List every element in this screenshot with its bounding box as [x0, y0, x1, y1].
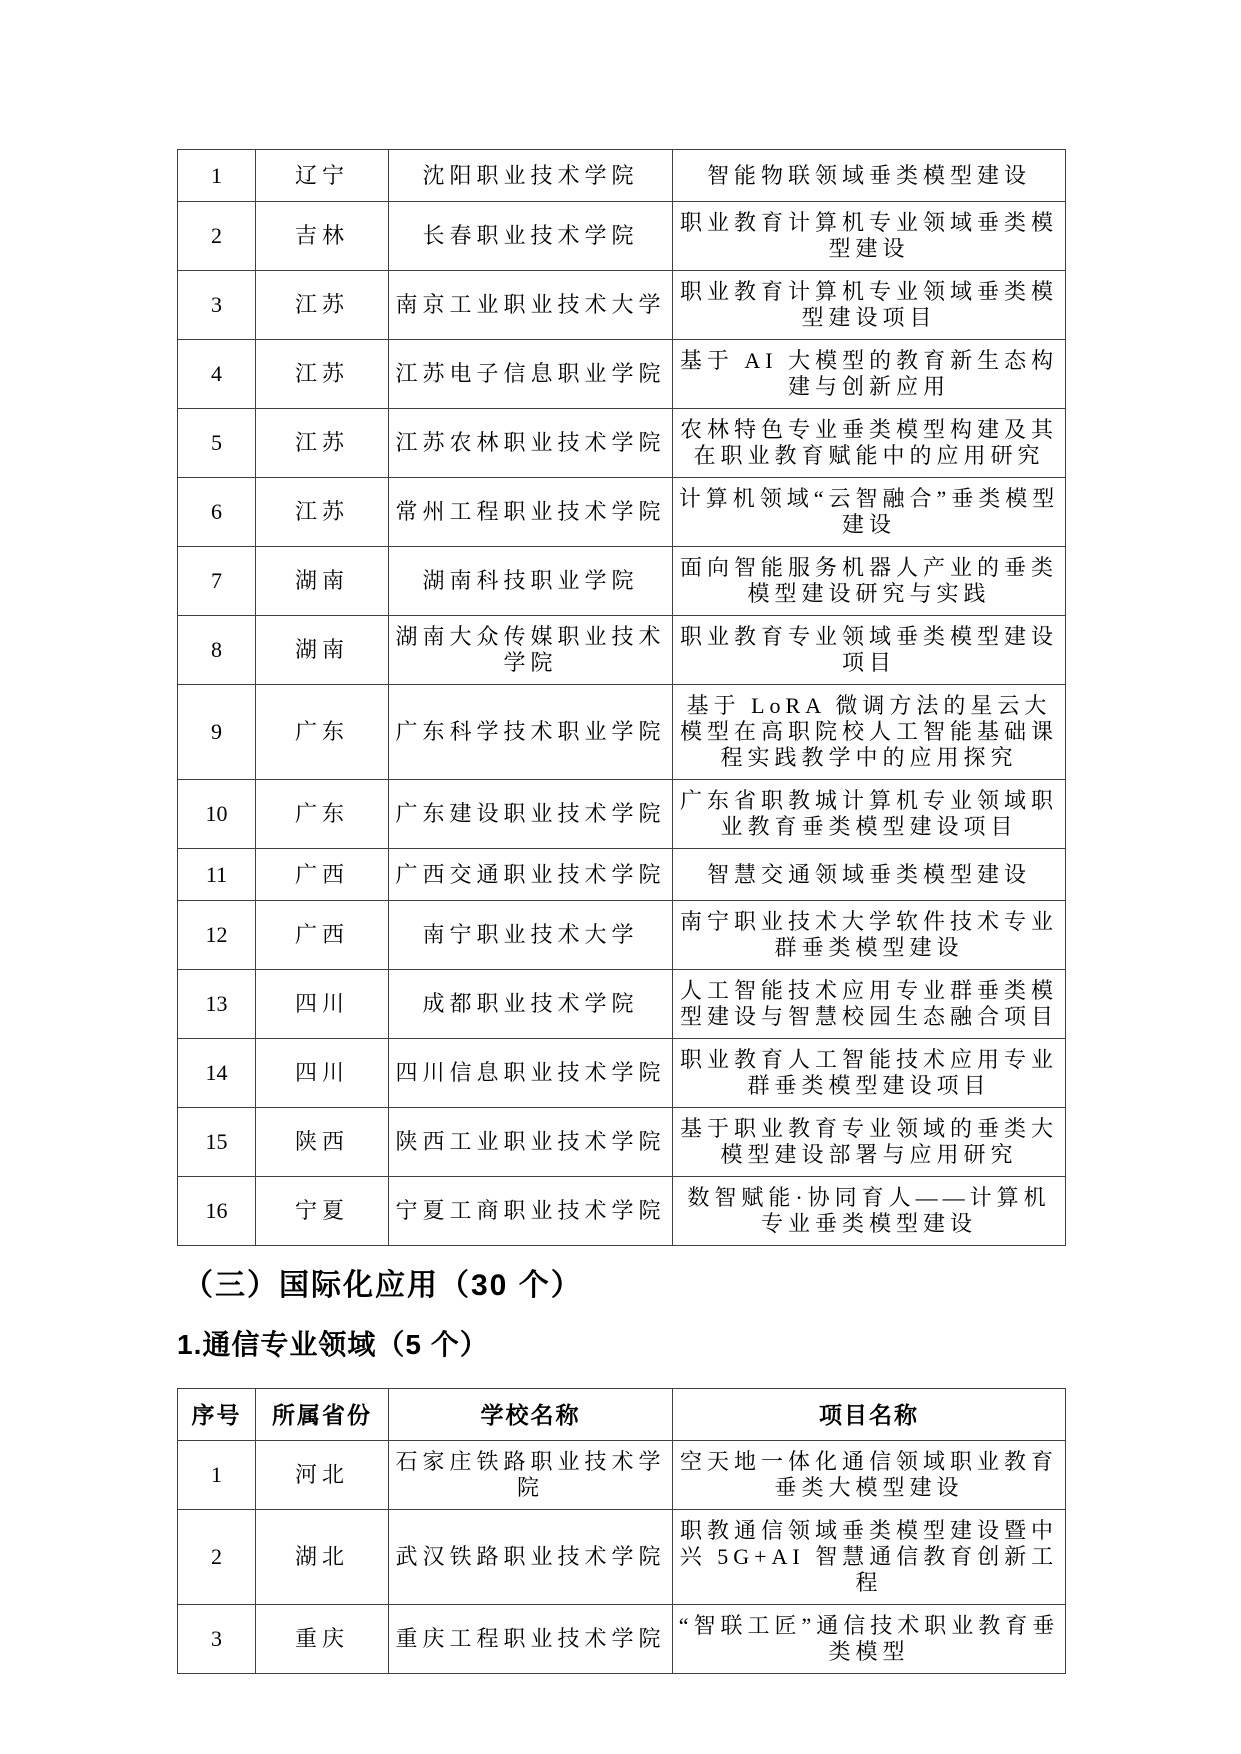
school-cell: 长春职业技术学院 [389, 202, 673, 271]
school-cell: 广东建设职业技术学院 [389, 780, 673, 849]
province-cell: 陕西 [256, 1108, 389, 1177]
table-row [178, 970, 1066, 1039]
province-cell: 江苏 [256, 340, 389, 409]
school-cell: 陕西工业职业技术学院 [389, 1108, 673, 1177]
table-row [178, 1605, 1066, 1674]
school-cell: 宁夏工商职业技术学院 [389, 1177, 673, 1246]
province-cell: 江苏 [256, 478, 389, 547]
school-cell: 湖南大众传媒职业技术学院 [389, 616, 673, 685]
table-row [178, 340, 1066, 409]
school-cell: 石家庄铁路职业技术学院 [389, 1441, 673, 1510]
projects-table-body [178, 150, 1066, 1246]
table-row [178, 1108, 1066, 1177]
table-row [178, 271, 1066, 340]
serial-cell: 1 [178, 1441, 256, 1510]
project-cell: 职业教育专业领域垂类模型建设项目 [673, 616, 1066, 685]
school-cell: 南京工业职业技术大学 [389, 271, 673, 340]
table-row [178, 478, 1066, 547]
project-cell: 空天地一体化通信领域职业教育垂类大模型建设 [673, 1441, 1066, 1510]
col-header-project: 项目名称 [673, 1389, 1066, 1441]
serial-cell: 8 [178, 616, 256, 685]
project-cell: 职业教育计算机专业领域垂类模型建设项目 [673, 271, 1066, 340]
table-row [178, 202, 1066, 271]
table-row [178, 547, 1066, 616]
project-cell: 职教通信领域垂类模型建设暨中兴 5G+AI 智慧通信教育创新工程 [673, 1510, 1066, 1605]
table-row [178, 1510, 1066, 1605]
table-row [178, 1177, 1066, 1246]
serial-cell: 15 [178, 1108, 256, 1177]
serial-cell: 3 [178, 271, 256, 340]
project-cell: 南宁职业技术大学软件技术专业群垂类模型建设 [673, 901, 1066, 970]
school-cell: 江苏电子信息职业学院 [389, 340, 673, 409]
table-row [178, 409, 1066, 478]
serial-cell: 4 [178, 340, 256, 409]
table-row [178, 1039, 1066, 1108]
serial-cell: 2 [178, 202, 256, 271]
projects-table-continuation [177, 149, 1066, 1246]
project-cell: 基于 LoRA 微调方法的星云大模型在高职院校人工智能基础课程实践教学中的应用探究 [673, 685, 1066, 780]
province-cell: 广东 [256, 780, 389, 849]
school-cell: 广东科学技术职业学院 [389, 685, 673, 780]
school-cell: 重庆工程职业技术学院 [389, 1605, 673, 1674]
province-cell: 湖北 [256, 1510, 389, 1605]
table-row [178, 901, 1066, 970]
serial-cell: 2 [178, 1510, 256, 1605]
project-cell: “智联工匠”通信技术职业教育垂类模型 [673, 1605, 1066, 1674]
project-cell: 基于 AI 大模型的教育新生态构建与创新应用 [673, 340, 1066, 409]
project-cell: 广东省职教城计算机专业领域职业教育垂类模型建设项目 [673, 780, 1066, 849]
school-cell: 常州工程职业技术学院 [389, 478, 673, 547]
province-cell: 广西 [256, 849, 389, 901]
school-cell: 沈阳职业技术学院 [389, 150, 673, 202]
table-row [178, 616, 1066, 685]
school-cell: 武汉铁路职业技术学院 [389, 1510, 673, 1605]
serial-cell: 12 [178, 901, 256, 970]
province-cell: 江苏 [256, 409, 389, 478]
province-cell: 湖南 [256, 547, 389, 616]
col-header-school: 学校名称 [389, 1389, 673, 1441]
communication-projects-table [177, 1388, 1066, 1674]
school-cell: 广西交通职业技术学院 [389, 849, 673, 901]
project-cell: 数智赋能·协同育人——计算机专业垂类模型建设 [673, 1177, 1066, 1246]
table-row [178, 150, 1066, 202]
serial-cell: 3 [178, 1605, 256, 1674]
table-row [178, 849, 1066, 901]
project-cell: 智慧交通领域垂类模型建设 [673, 849, 1066, 901]
serial-cell: 5 [178, 409, 256, 478]
serial-cell: 7 [178, 547, 256, 616]
school-cell: 湖南科技职业学院 [389, 547, 673, 616]
province-cell: 重庆 [256, 1605, 389, 1674]
project-cell: 人工智能技术应用专业群垂类模型建设与智慧校园生态融合项目 [673, 970, 1066, 1039]
province-cell: 辽宁 [256, 150, 389, 202]
project-cell: 职业教育计算机专业领域垂类模型建设 [673, 202, 1066, 271]
project-cell: 基于职业教育专业领域的垂类大模型建设部署与应用研究 [673, 1108, 1066, 1177]
province-cell: 江苏 [256, 271, 389, 340]
serial-cell: 6 [178, 478, 256, 547]
province-cell: 宁夏 [256, 1177, 389, 1246]
table-header-row [178, 1389, 1066, 1441]
province-cell: 广东 [256, 685, 389, 780]
school-cell: 江苏农林职业技术学院 [389, 409, 673, 478]
table-row [178, 780, 1066, 849]
school-cell: 成都职业技术学院 [389, 970, 673, 1039]
section-heading: （三）国际化应用（30 个） [183, 1269, 583, 1302]
province-cell: 广西 [256, 901, 389, 970]
province-cell: 河北 [256, 1441, 389, 1510]
project-cell: 职业教育人工智能技术应用专业群垂类模型建设项目 [673, 1039, 1066, 1108]
school-cell: 四川信息职业技术学院 [389, 1039, 673, 1108]
serial-cell: 14 [178, 1039, 256, 1108]
serial-cell: 10 [178, 780, 256, 849]
serial-cell: 13 [178, 970, 256, 1039]
province-cell: 四川 [256, 970, 389, 1039]
col-header-province: 所属省份 [256, 1389, 389, 1441]
province-cell: 吉林 [256, 202, 389, 271]
col-header-serial: 序号 [178, 1389, 256, 1441]
serial-cell: 1 [178, 150, 256, 202]
project-cell: 计算机领域“云智融合”垂类模型建设 [673, 478, 1066, 547]
communication-table-body [178, 1441, 1066, 1674]
serial-cell: 11 [178, 849, 256, 901]
school-cell: 南宁职业技术大学 [389, 901, 673, 970]
province-cell: 四川 [256, 1039, 389, 1108]
serial-cell: 9 [178, 685, 256, 780]
project-cell: 农林特色专业垂类模型构建及其在职业教育赋能中的应用研究 [673, 409, 1066, 478]
subsection-heading: 1.通信专业领域（5 个） [177, 1329, 489, 1360]
province-cell: 湖南 [256, 616, 389, 685]
serial-cell: 16 [178, 1177, 256, 1246]
project-cell: 面向智能服务机器人产业的垂类模型建设研究与实践 [673, 547, 1066, 616]
project-cell: 智能物联领域垂类模型建设 [673, 150, 1066, 202]
table-row [178, 1441, 1066, 1510]
table-row [178, 685, 1066, 780]
